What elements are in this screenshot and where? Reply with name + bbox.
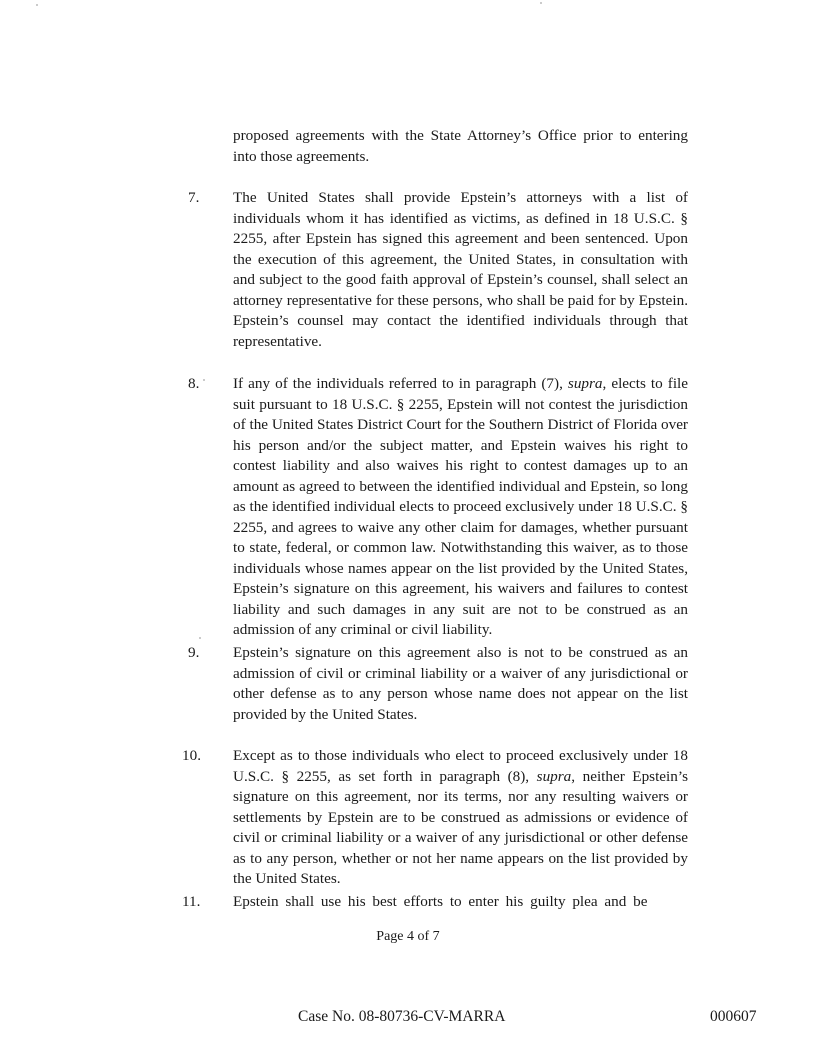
supra-citation: supra bbox=[536, 767, 572, 785]
paragraph-number: 7. bbox=[188, 189, 200, 206]
paragraph-number: 10. bbox=[182, 747, 201, 764]
paragraph-text-part: Except as to those individuals who elect to proceed exclusively under 18 U.S.C. § 2255, as set forth in paragraph (8), bbox=[233, 747, 688, 785]
paragraph-number: 8. bbox=[188, 375, 200, 392]
paragraph-text: Epstein shall use his best efforts to enter his guilty plea and be bbox=[233, 893, 648, 910]
paragraph-text-part: , neither Epstein’s signature on this agreement, nor its terms, nor any resulting waivers or settlements by Epstein are to be construed as admissions or evidence of civil or criminal liability or a waiver of any jurisdictional or other defense as to any person, whether or not her name appears on the list provided by the United States. bbox=[233, 767, 688, 887]
scan-speck bbox=[540, 2, 542, 4]
scan-speck bbox=[36, 4, 38, 6]
intro-paragraph: proposed agreements with the State Attorney’s Office prior to entering into those agreements. bbox=[233, 127, 688, 165]
paragraph-text bbox=[233, 746, 688, 890]
case-number: Case No. 08-80736-CV-MARRA bbox=[298, 1008, 506, 1025]
paragraph-number: 9. bbox=[188, 644, 200, 661]
paragraph-text bbox=[233, 374, 688, 641]
paragraph-text-part: If any of the individuals referred to in paragraph (7), bbox=[233, 375, 568, 392]
paragraph-number: 11. bbox=[182, 893, 201, 910]
bates-number: 000607 bbox=[710, 1008, 757, 1025]
scan-speck bbox=[199, 637, 201, 639]
scan-speck bbox=[203, 379, 205, 381]
paragraph-text-part: , elects to file suit pursuant to 18 U.S.C. § 2255, Epstein will not contest the jurisdiction of the United States District Court for the Southern District of Florida over his person and/or the subject matter, and Epstein waives his right to contest liability and also waives his right to contest damages up to an amount as agreed to between the identified individual and Epstein, so long as the identified individual elects to proceed exclusively under 18 U.S.C. § 2255, and agrees to waive any other claim for damages, whether pursuant to state, federal, or common law. Notwithstanding this waiver, as to those individuals whose names appear on the list provided by the United States, Epstein’s signature on this agreement, his waivers and failures to contest liability and such damages in any suit are not to be construed as an admission of any criminal or civil liability. bbox=[233, 375, 689, 638]
page-number: Page 4 of 7 bbox=[376, 929, 440, 944]
paragraph-text: The United States shall provide Epstein’s attorneys with a list of individuals whom it has identified as victims, as defined in 18 U.S.C. § 2255, after Epstein has signed this agreement and been sentenced. Upon the execution of this agreement, the United States, in consultation with and subject to the good faith approval of Epstein’s counsel, shall select an attorney representative for these persons, who shall be paid for by Epstein. Epstein’s counsel may contact the identified individuals through that representative. bbox=[233, 189, 688, 350]
supra-citation: supra bbox=[567, 375, 603, 392]
paragraph-text: Epstein’s signature on this agreement also is not to be construed as an admission of civil or criminal liability or a waiver of any jurisdictional or other defense as to any person whose name does not appear on the list provided by the United States. bbox=[233, 644, 688, 723]
